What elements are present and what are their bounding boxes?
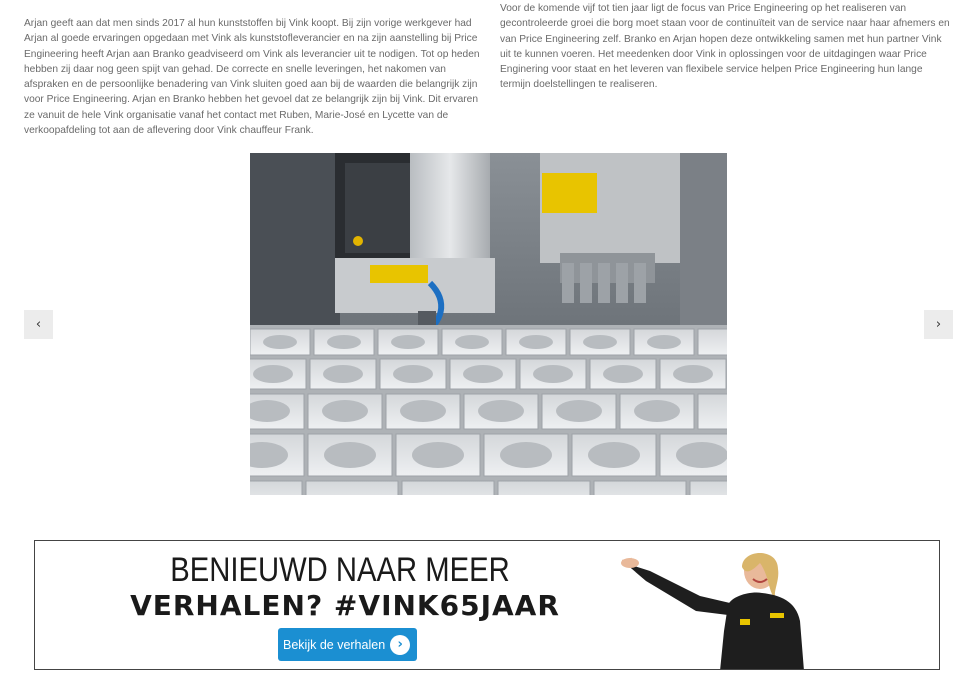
pointing-woman-illustration xyxy=(620,541,820,670)
cnc-milling-photo xyxy=(250,153,727,495)
banner-subheadline: VERHALEN? #VINK65JAAR xyxy=(130,589,560,622)
slider-prev-button[interactable]: ‹ xyxy=(24,310,53,339)
slider-next-button[interactable]: › xyxy=(924,310,953,339)
vink65-banner[interactable] xyxy=(34,540,940,670)
view-stories-button[interactable] xyxy=(278,628,417,661)
slider-image xyxy=(250,153,727,495)
arrow-circle-icon: › xyxy=(390,635,410,655)
view-stories-label: Bekijk de verhalen xyxy=(283,637,386,652)
article-paragraph-right: Voor de komende vijf tot tien jaar ligt de focus van Price Engineering op het realiseren van gecontroleerde groei die borg moet staan voor de continuïteit van de service naar haar afnemers en van Price Engineering zelf. Branko en Arjan hopen deze ontwikkeling samen met hun partner Vink uit te kunnen voeren. Het meedenken door Vink in oplossingen voor de uitdagingen waar Price Enginering voor staat en het leveren van flexibele service helpen Price Engineering hun lange termijn doelstellingen te realiseren. xyxy=(500,3,950,91)
article-paragraph-left: Arjan geeft aan dat men sinds 2017 al hun kunststoffen bij Vink koopt. Bij zijn vorige werkgever had Arjan al goede ervaringen opgedaan met Vink als kunststofleverancier en na zijn aanstelling bij Price Engineering heeft Arjan aan Branko geadviseerd om Vink als leverancier uit te nodigen. Tot op heden hebben zij daar nog geen spijt van gehad. De correcte en snelle leveringen, het nakomen van afspraken en de persoonlijke benadering van Vink sluiten goed aan bij de waarden die belangrijk zijn voor Price Engineering. Arjan en Branko hebben het gevoel dat ze belangrijk zijn bij Vink. Dit ervaren ze vanuit de hele Vink organisatie vanaf het contact met Ruben, Marie-José en Lycette van de verkoopafdeling tot aan de aflevering door Vink chauffeur Frank. xyxy=(24,18,480,137)
banner-headline: BENIEUWD NAAR MEER xyxy=(170,551,510,589)
